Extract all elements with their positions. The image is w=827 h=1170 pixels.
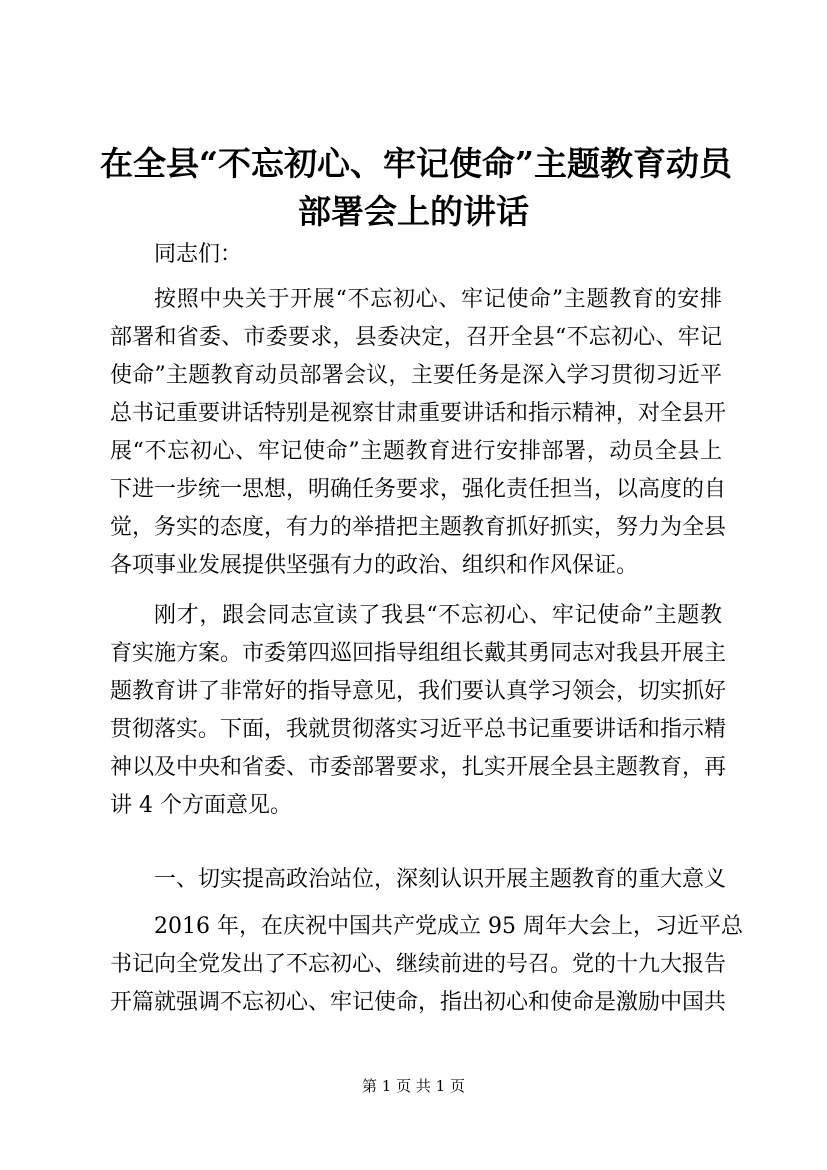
body-line: 书记向全党发出了不忘初心、继续前进的号召。党的十九大报告 — [110, 952, 727, 977]
page-footer: 第 1 页 共 1 页 — [362, 1077, 465, 1095]
document-title-line-1: 在全县“不忘初心、牢记使命”主题教育动员 — [100, 144, 732, 183]
body-line: 使命”主题教育动员部署会议，主要任务是深入学习贯彻习近平 — [110, 363, 722, 388]
body-line: 开篇就强调不忘初心、牢记使命，指出初心和使命是激励中国共 — [110, 990, 727, 1015]
body-line: 各项事业发展提供坚强有力的政治、组织和作风保证。 — [110, 553, 639, 578]
body-line: 育实施方案。市委第四巡回指导组组长戴其勇同志对我县开展主 — [110, 641, 727, 666]
body-line: 展“不忘初心、牢记使命”主题教育进行安排部署，动员全县上 — [110, 439, 722, 464]
body-line: 总书记重要讲话特别是视察甘肃重要讲话和指示精神，对全县开 — [110, 401, 727, 426]
body-line: 讲 4 个方面意见。 — [110, 793, 292, 818]
body-line: 部署和省委、市委要求，县委决定，召开全县“不忘初心、牢记 — [110, 325, 722, 350]
section-heading: 一、切实提高政治站位，深刻认识开展主题教育的重大意义 — [154, 867, 727, 892]
body-line: 神以及中央和省委、市委部署要求，扎实开展全县主题教育，再 — [110, 755, 727, 780]
body-line: 题教育讲了非常好的指导意见，我们要认真学习领会，切实抓好 — [110, 679, 727, 704]
body-line: 觉，务实的态度，有力的举措把主题教育抓好抓实，努力为全县 — [110, 515, 727, 540]
body-line: 贯彻落实。下面，我就贯彻落实习近平总书记重要讲话和指示精 — [110, 717, 727, 742]
body-line: 2016 年，在庆祝中国共产党成立 95 周年大会上，习近平总 — [154, 914, 743, 939]
document-title-line-2: 部署会上的讲话 — [298, 192, 529, 231]
body-line: 下进一步统一思想，明确任务要求，强化责任担当，以高度的自 — [110, 477, 727, 502]
body-line: 刚才，跟会同志宣读了我县“不忘初心、牢记使命”主题教 — [154, 603, 722, 628]
body-line: 按照中央关于开展“不忘初心、牢记使命”主题教育的安排 — [154, 287, 722, 312]
salutation: 同志们： — [154, 242, 243, 267]
